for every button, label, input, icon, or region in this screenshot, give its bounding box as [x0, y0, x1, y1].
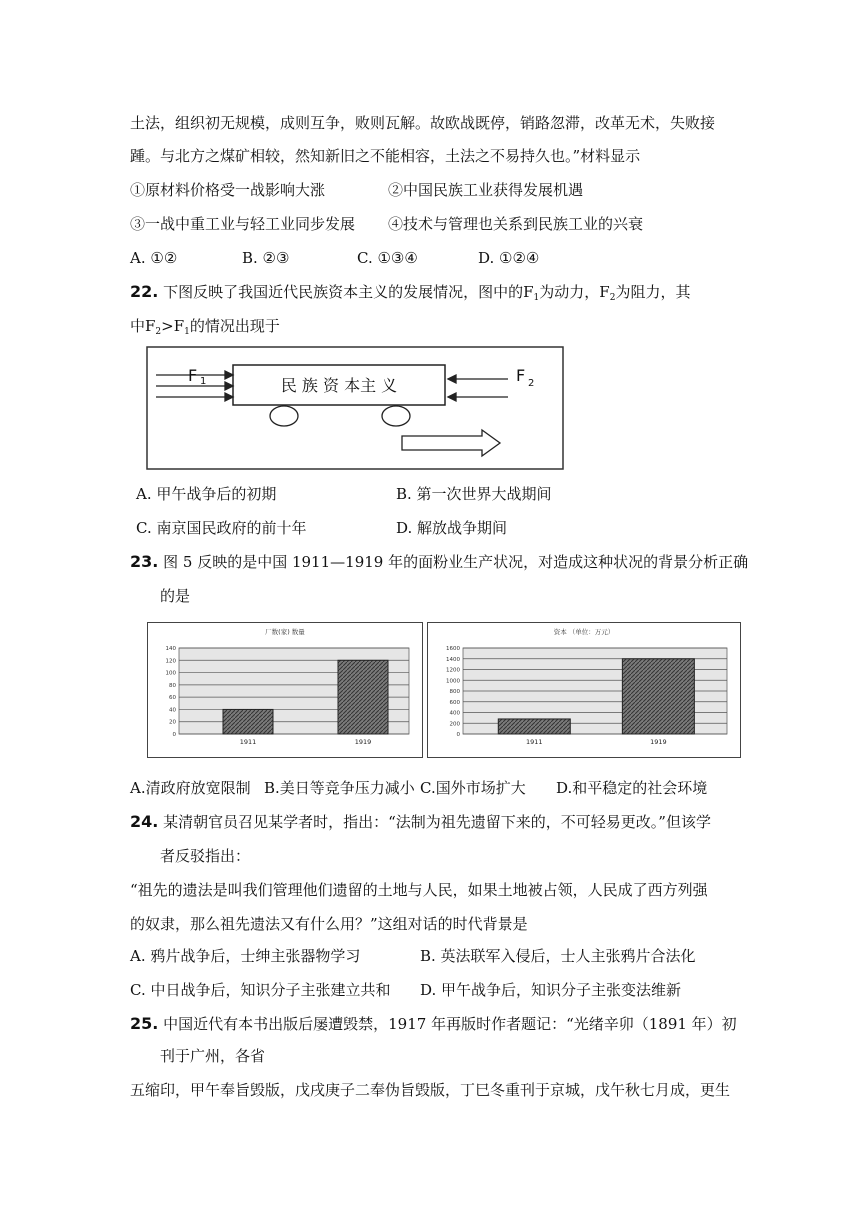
q22-option-c[interactable]: C. 南京国民政府的前十年	[136, 519, 307, 537]
q24-stem-line2: 者反驳指出：	[160, 847, 251, 865]
chart-1-x-tick-label: 1919	[354, 738, 372, 746]
q22-option-d[interactable]: D. 解放战争期间	[396, 519, 508, 537]
q22-line2-c: 的情况出现于	[189, 317, 280, 335]
chart-1-y-tick-label: 20	[169, 719, 176, 726]
q25-text-1: 中国近代有本书出版后屡遭毁禁，1917 年再版时作者题记：“光绪辛卯（1891 年）初	[163, 1015, 737, 1033]
chart-1-x-tick-label: 1911	[239, 738, 257, 746]
q24-option-a[interactable]: A. 鸦片战争后，士绅主张器物学习	[130, 947, 361, 965]
q23-option-c[interactable]: C.国外市场扩大	[420, 779, 526, 797]
q24-option-d[interactable]: D. 甲午战争后，知识分子主张变法维新	[420, 981, 682, 999]
f2-subscript: 2	[528, 378, 535, 389]
chart-2-y-tick-label: 1200	[446, 667, 460, 674]
q21-statement-3: ③一战中重工业与轻工业同步发展	[130, 215, 356, 233]
q21-statement-4: ④技术与管理也关系到民族工业的兴衰	[388, 215, 644, 233]
chart-1-bar-1919	[338, 660, 388, 734]
chart-2-y-tick-label: 200	[449, 721, 460, 728]
q22-option-b[interactable]: B. 第一次世界大战期间	[396, 485, 552, 503]
q22-stem-line1	[130, 282, 690, 308]
q23-stem-line2: 的是	[160, 587, 191, 605]
q22-stem-line2	[130, 316, 280, 342]
chart-1-title: 厂数(家) 数量	[265, 628, 305, 636]
chart-2-title: 资本 （单位：万元）	[553, 628, 615, 636]
q22-text-b: 为动力，F	[539, 283, 610, 301]
q23-stem-line1	[130, 552, 748, 572]
chart-1-y-tick-label: 60	[169, 695, 176, 702]
q24-option-c[interactable]: C. 中日战争后，知识分子主张建立共和	[130, 981, 391, 999]
q22-sub1: 1	[533, 293, 540, 303]
force-diagram-svg	[146, 346, 564, 470]
q22-text-a: 下图反映了我国近代民族资本主义的发展情况，图中的F	[163, 283, 534, 301]
q23-text-1: 图 5 反映的是中国 1911—1919 年的面粉业生产状况，对造成这种状况的背景分析正确	[163, 553, 749, 571]
q21-statement-2: ②中国民族工业获得发展机遇	[388, 181, 584, 199]
q23-option-b[interactable]: B.美日等竞争压力减小	[264, 779, 415, 797]
q23-number: 23.	[130, 552, 159, 571]
chart-1-y-tick-label: 120	[165, 658, 176, 665]
chart-2-y-tick-label: 600	[449, 699, 460, 706]
q25-stem-line2: 刊于广州，各省	[160, 1047, 266, 1065]
chart-1-y-tick-label: 100	[165, 670, 176, 677]
chart-2-bar-1911	[498, 719, 570, 734]
q23-option-a[interactable]: A.清政府放宽限制	[130, 779, 251, 797]
chart-1-y-tick-label: 40	[169, 707, 176, 714]
chart-1-y-tick-label: 140	[165, 646, 176, 652]
chart-2-y-tick-label: 1400	[446, 656, 460, 663]
q23-charts-svg	[147, 622, 741, 758]
chart-2-y-tick-label: 1600	[446, 646, 460, 652]
chart-1-bar-1911	[223, 709, 273, 734]
chart-2-y-tick-label: 800	[449, 689, 460, 695]
left-wheel	[270, 406, 298, 426]
q24-stem-line4: 的奴隶，那么祖先遗法又有什么用？”这组对话的时代背景是	[130, 915, 528, 933]
chart-1-y-tick-label: 0	[172, 732, 176, 738]
chart-2-y-tick-label: 1000	[446, 678, 460, 685]
q21-option-b[interactable]: B. ②③	[242, 249, 290, 267]
chart-2-x-tick-label: 1911	[526, 738, 543, 746]
q23-figure	[147, 622, 741, 758]
q22-number: 22.	[130, 282, 159, 301]
q25-stem-line3: 五缩印，甲午奉旨毁版，戊戌庚子二奉伪旨毁版，丁巳冬重刊于京城，戊午秋七月成，更生	[130, 1081, 731, 1099]
q22-line2-a: 中F	[130, 317, 156, 335]
q25-number: 25.	[130, 1014, 159, 1033]
q25-stem-line1	[130, 1014, 737, 1034]
chart-2-bar-1919	[622, 659, 694, 734]
q23-option-d[interactable]: D.和平稳定的社会环境	[556, 779, 708, 797]
q21-option-a[interactable]: A. ①②	[130, 249, 178, 267]
q24-stem-line1	[130, 812, 711, 832]
q24-option-b[interactable]: B. 英法联军入侵后，士人主张鸦片合法化	[420, 947, 696, 965]
q21-option-d[interactable]: D. ①②④	[478, 249, 540, 267]
q22-force-diagram	[146, 346, 564, 470]
q22-line2-sub1: 1	[184, 327, 190, 337]
f2-label: F	[516, 366, 526, 385]
q21-statement-1: ①原材料价格受一战影响大涨	[130, 181, 326, 199]
chart-2-x-tick-label: 1919	[650, 738, 667, 746]
chart-1-y-tick-label: 80	[169, 682, 176, 689]
q22-option-a[interactable]: A. 甲午战争后的初期	[136, 485, 277, 503]
f1-subscript: 1	[200, 376, 207, 387]
q24-stem-line3: “祖先的遗法是叫我们管理他们遗留的土地与人民，如果土地被占领，人民成了西方列强	[130, 881, 708, 899]
q21-line1: 土法，组织初无规模，成则互争，败则瓦解。故欧战既停，销路忽滞，改革无术，失败接	[130, 114, 716, 132]
q22-line2-b: >F	[161, 317, 185, 335]
chart-2-y-tick-label: 400	[449, 710, 460, 717]
chart-2-y-tick-label: 0	[456, 732, 460, 738]
q24-number: 24.	[130, 812, 159, 831]
q22-line2-sub2: 2	[155, 327, 162, 337]
q24-text-1: 某清朝官员召见某学者时，指出：“法制为祖先遗留下来的，不可轻易更改。”但该学	[163, 813, 711, 831]
q21-option-c[interactable]: C. ①③④	[357, 249, 418, 267]
national-capitalism-label: 民 族 资 本主 义	[280, 376, 398, 395]
right-wheel	[382, 406, 410, 426]
q22-text-c: 为阻力，其	[615, 283, 691, 301]
q21-line2: 踵。与北方之煤矿相较，然知新旧之不能相容，土法之不易持久也。”材料显示	[130, 147, 641, 165]
f1-label: F	[188, 366, 198, 385]
q22-sub2: 2	[609, 293, 616, 303]
